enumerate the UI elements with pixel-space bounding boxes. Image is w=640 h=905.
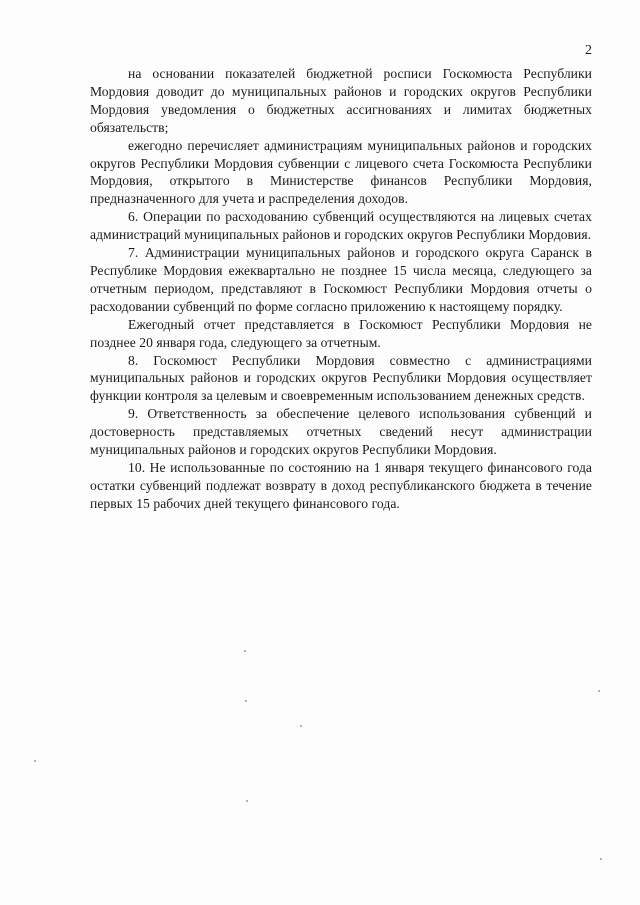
paragraph-budget-notifications: на основании показателей бюджетной росписи Госкомюста Республики Мордовия доводит до муниципальных районов и городских округов Республики Мордовия уведомления о бюджетных ассигнованиях и лимитах бюджетных обязательств; <box>90 66 592 135</box>
paragraph-item-9: 9. Ответственность за обеспечение целевого использования субвенций и достоверность представляемых отчетных сведений несут администрации муниципальных районов и городских округов Республики Мордовия. <box>90 406 592 458</box>
scan-speck <box>244 650 246 652</box>
scan-speck <box>34 760 36 762</box>
scan-speck <box>300 725 302 727</box>
document-body <box>90 65 592 513</box>
page-number: 2 <box>585 43 592 58</box>
scan-speck <box>245 700 247 702</box>
paragraph-annual-transfer: ежегодно перечисляет администрациям муниципальных районов и городских округов Республики Мордовия субвенции с лицевого счета Госкомюста Республики Мордовия, открытого в Министерстве финансов Республики Мордовия, предназначенного для учета и распределения доходов. <box>90 137 592 207</box>
paragraph-annual-report: Ежегодный отчет представляется в Госкомюст Республики Мордовия не позднее 20 января года, следующего за отчетным. <box>90 316 592 350</box>
paragraph-item-7: 7. Администрации муниципальных районов и городского округа Саранск в Республике Мордовия ежеквартально не позднее 15 числа месяца, следующего за отчетным периодом, представляют в Госкомюст Республики Мордовия отчеты о расходовании субвенций по форме согласно приложению к настоящему порядку. <box>90 245 592 314</box>
scan-speck <box>246 800 248 802</box>
paragraph-item-6: 6. Операции по расходованию субвенций осуществляются на лицевых счетах администраций муниципальных районов и городских округов Республики Мордовия. <box>90 209 592 243</box>
scan-speck <box>598 690 600 692</box>
scan-speck <box>600 858 602 860</box>
paragraph-item-8: 8. Госкомюст Республики Мордовия совместно с администрациями муниципальных районов и городских округов Республики Мордовия осуществляет функции контроля за целевым и своевременным использованием денежных средств. <box>90 352 592 404</box>
paragraph-item-10: 10. Не использованные по состоянию на 1 января текущего финансового года остатки субвенций подлежат возврату в доход республиканского бюджета в течение первых 15 рабочих дней текущего финансового года. <box>90 459 592 511</box>
